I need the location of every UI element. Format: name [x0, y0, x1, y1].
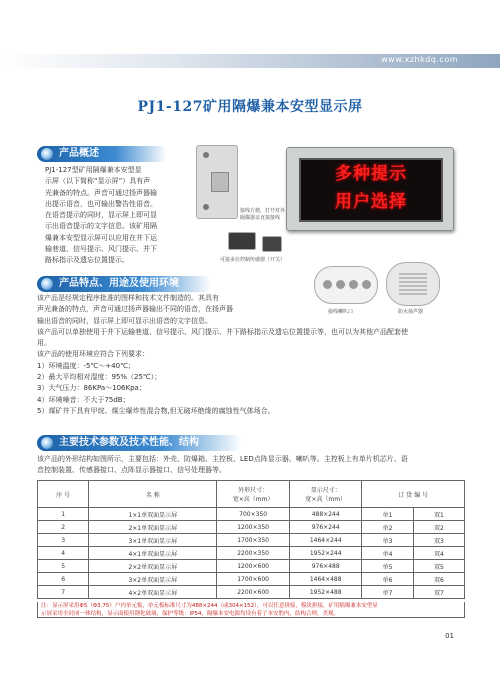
- bullet-icon: [41, 278, 53, 290]
- table-cell: 1464×488: [289, 573, 362, 586]
- text-line: 3）大气压力：86KPa～106Kpa；: [37, 384, 146, 393]
- table-row: [38, 586, 465, 599]
- text-line: 4）环境噪音：不大于75dB；: [37, 395, 130, 404]
- sensor-device-1: [228, 232, 256, 250]
- col-header-display-size: 显示尺寸： 宽×高（mm）: [289, 481, 362, 508]
- table-cell: 1952×244: [289, 547, 362, 560]
- text-line: 1）环境温度：-5℃～+40℃；: [37, 361, 135, 370]
- text-line: 示屏（以下简称“显示屏”）具有声: [45, 177, 151, 186]
- table-cell: 单5: [362, 560, 413, 573]
- table-cell: 单7: [362, 586, 413, 599]
- enclosure-latch-photo: [196, 145, 238, 219]
- text-line: 该产品是经规定程序批准的图样和技术文件制造的。其具有: [37, 294, 219, 302]
- table-header-row: [38, 481, 465, 508]
- table-cell: 单1: [362, 508, 413, 521]
- table-cell: 7: [38, 586, 89, 599]
- table-cell: 1: [38, 508, 89, 521]
- table-cell: 2200×350: [217, 547, 290, 560]
- table-cell: 1700×600: [217, 573, 290, 586]
- text-line: PJ1-127型矿用隔爆兼本安型显: [45, 166, 142, 174]
- table-cell: 单2: [362, 521, 413, 534]
- table-cell: 双3: [413, 534, 464, 547]
- text-line: 输巷道、信号提示、风门提示、井下: [45, 245, 157, 254]
- text-line: 爆兼本安型显示屏可以应用在井下运: [45, 233, 157, 242]
- table-cell: 6: [38, 573, 89, 586]
- section-title: 主要技术参数及技术性能、结构: [59, 437, 199, 448]
- table-cell: 2200×600: [217, 586, 290, 599]
- text-line: 5）煤矿井下具有甲烷、煤尘爆炸性混合物,但无破坏绝缘的腐蚀性气体场合。: [37, 406, 275, 415]
- page-title: PJ1-127矿用隔爆兼本安型显示屏: [137, 99, 363, 115]
- table-cell: 双4: [413, 547, 464, 560]
- text-line: 光兼备的特点。声音可通过扬声器输: [45, 188, 157, 197]
- table-cell: 1×1单双面显示屏: [89, 508, 217, 521]
- table-cell: 4: [38, 547, 89, 560]
- table-cell: 双5: [413, 560, 464, 573]
- table-cell: 488×244: [289, 508, 362, 521]
- col-header-name: 名 称: [89, 481, 217, 508]
- caption-sensor: 可接多位控制传感器（开关）: [220, 257, 286, 263]
- table-cell: 2×2单双面显示屏: [89, 560, 217, 573]
- table-row: [38, 560, 465, 573]
- table-cell: 双6: [413, 573, 464, 586]
- table-row: [38, 573, 465, 586]
- display-screen-photo: [286, 147, 454, 231]
- table-cell: 1700×350: [217, 534, 290, 547]
- spec-table: [37, 480, 465, 599]
- table-note: 注：显示屏采用Φ5（Φ3.75）户内单元板，单元板标准尺寸为488×244（或304×152），可以任意拼接，模块拼接，矿用隔爆兼本安型显 示屏采用全封闭一体结构，显示面使用钢化玻璃，保护等级：IP54，隔爆本安电源均设有着子本安腔内，结构合理，美观。: [37, 602, 465, 618]
- table-row: [38, 521, 465, 534]
- table-cell: 1200×600: [217, 560, 290, 573]
- table-cell: 单6: [362, 573, 413, 586]
- section-title: 产品特点、用途及使用环境: [59, 278, 179, 289]
- text-line: 该产品可以单独使用于井下运输巷道、信号提示、风门提示、井下路标指示及遗忘位置提示等，也可以为其他产品配套使: [37, 327, 408, 336]
- features-text: [37, 293, 467, 417]
- table-cell: 3×2单双面显示屏: [89, 573, 217, 586]
- table-cell: 5: [38, 560, 89, 573]
- table-cell: 单4: [362, 547, 413, 560]
- section-header-overview: [37, 146, 167, 162]
- specs-text: [37, 454, 467, 477]
- section-header-specs: [37, 435, 242, 451]
- col-header-outer-size: 外形尺寸： 宽×高（mm）: [217, 481, 290, 508]
- table-cell: 1464×244: [289, 534, 362, 547]
- table-cell: 3×1单双面显示屏: [89, 534, 217, 547]
- table-cell: 4×2单双面显示屏: [89, 586, 217, 599]
- text-line: 示出语音提示的文字信息。该矿用隔: [45, 222, 157, 231]
- table-cell: 1952×488: [289, 586, 362, 599]
- caption-speaker: 防水扬声器: [398, 309, 424, 315]
- text-line: 输出语音的同时，显示屏上即可显示出语音的文字信息。: [37, 316, 212, 325]
- table-row: [38, 508, 465, 521]
- text-line: 在语音提示的同时，显示屏上即可显: [45, 211, 157, 220]
- table-cell: 700×350: [217, 508, 290, 521]
- table-cell: 2×1单双面显示屏: [89, 521, 217, 534]
- col-header-index: 序 号: [38, 481, 89, 508]
- section-title: 产品概述: [59, 148, 99, 159]
- table-cell: 双7: [413, 586, 464, 599]
- section-header-features: [37, 276, 212, 292]
- text-line: 2）最大平均相对湿度：95%（25℃）；: [37, 373, 162, 382]
- text-line: 该产品的外形结构如图所示，主要包括：外壳、防爆箱、主控板、LED点阵显示器、喇叭等。主控板上有单片机芯片、语: [37, 455, 408, 463]
- col-header-order-code: 订 货 编 号: [362, 481, 465, 508]
- table-cell: 976×244: [289, 521, 362, 534]
- table-cell: 单3: [362, 534, 413, 547]
- sensor-device-2: [262, 236, 282, 252]
- text-line: 该产品的使用环境应符合下列要求：: [37, 350, 149, 359]
- table-cell: 3: [38, 534, 89, 547]
- led-text-line-1: 多种提示: [335, 164, 407, 184]
- led-screen: [299, 158, 443, 222]
- caption-latch: 接线方便，打开对外 隔爆器盖直接接线: [240, 208, 286, 221]
- table-cell: 2: [38, 521, 89, 534]
- page-number: 01: [445, 632, 454, 640]
- table-cell: 976×488: [289, 560, 362, 573]
- table-cell: 双2: [413, 521, 464, 534]
- table-cell: 双1: [413, 508, 464, 521]
- table-row: [38, 547, 465, 560]
- led-text-line-2: 用户选择: [335, 192, 407, 212]
- table-row: [38, 534, 465, 547]
- text-line: 声光兼备的特点，声音可通过扬声器输出不同的语音，在扬声器: [37, 305, 233, 314]
- text-line: 出提示语音，也可输出警告性语音。: [45, 199, 157, 208]
- bullet-icon: [41, 437, 53, 449]
- bullet-icon: [41, 148, 53, 160]
- text-line: 路标指示及遗忘位置提示。: [45, 256, 129, 265]
- website-url[interactable]: www.xzhkdq.com: [381, 55, 458, 64]
- text-line: 音控制装置、传感器接口、点阵显示器接口、信号处理器等。: [37, 466, 226, 475]
- table-cell: 1200×350: [217, 521, 290, 534]
- caption-terminal: 接线喇叭口: [328, 309, 354, 315]
- overview-text: [45, 165, 190, 267]
- text-line: 用。: [37, 339, 51, 348]
- table-cell: 4×1单双面显示屏: [89, 547, 217, 560]
